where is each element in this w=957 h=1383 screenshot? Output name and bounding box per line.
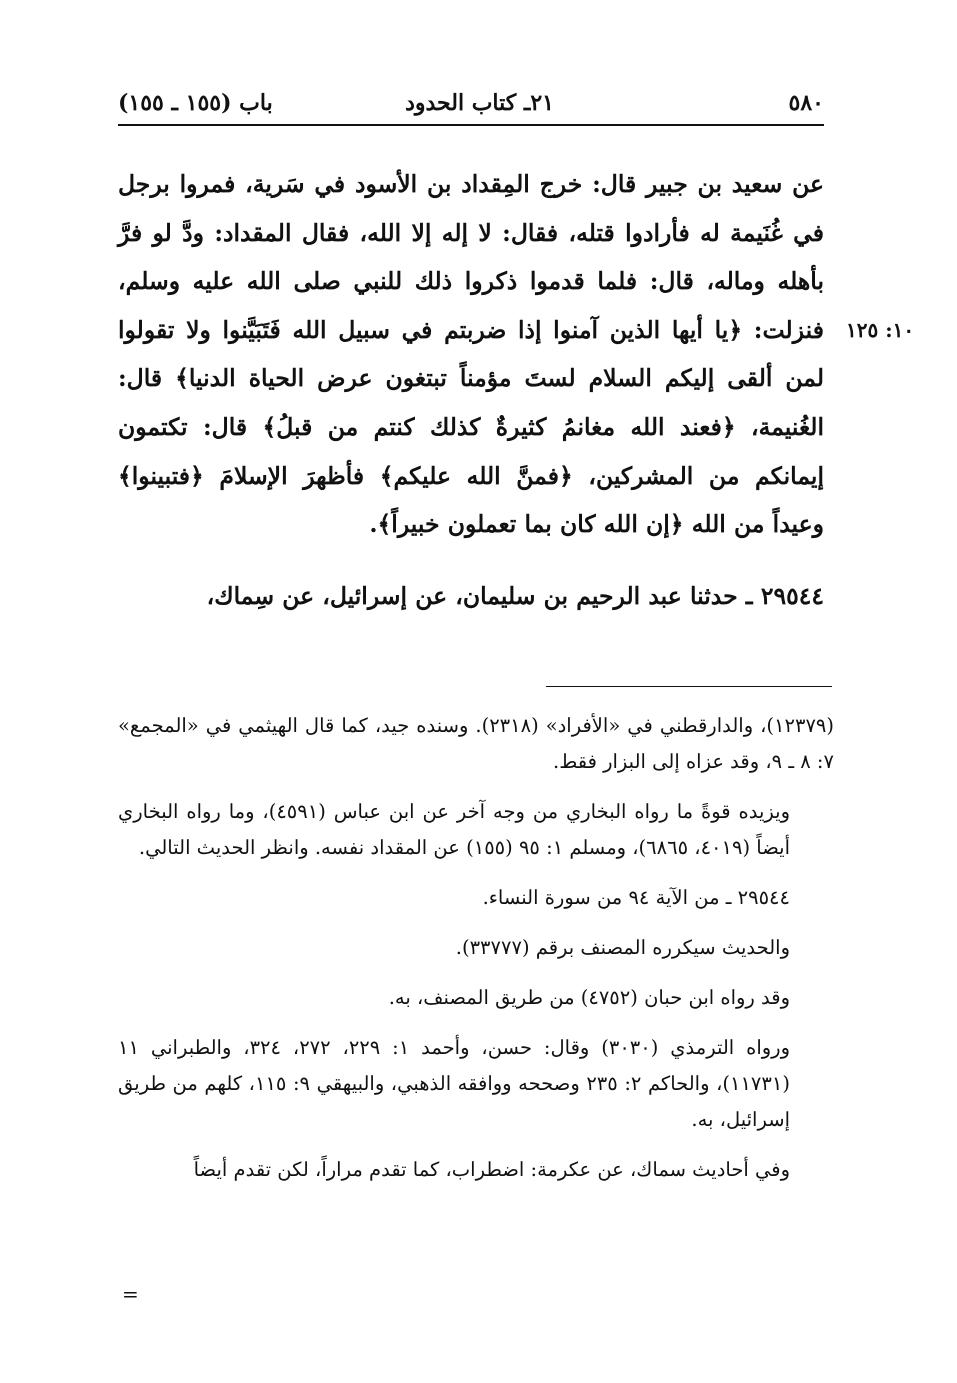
footnote-paragraph: (١٢٣٧٩)، والدارقطني في «الأفراد» (٢٣١٨). وسنده جيد، كما قال الهيثمي في «المجمع» ٧: ٨ ـ ٩، وقد عزاه إلى البزار فقط.	[118, 714, 835, 773]
hadith-chain: ٢٩٥٤٤ ـ حدثنا عبد الرحيم بن سليمان، عن إسرائيل، عن سِماك،	[206, 581, 824, 610]
running-header	[118, 86, 824, 120]
footnote-paragraph: ويزيده قوةً ما رواه البخاري من وجه آخر عن ابن عباس (٤٥٩١)، وما رواه البخاري أيضاً (٤٠١٩، ٦٨٦٥)، ومسلم ١: ٩٥ (١٥٥) عن المقداد نفسه. وانظر الحديث التالي.	[118, 800, 790, 859]
margin-reference: ١٠: ١٢٥	[846, 318, 915, 342]
hadith-text: عن سعيد بن جبير قال: خرج المِقداد بن الأسود في سَرية، فمروا برجل في غُنَيمة له فأرادوا قتله، فقال: لا إله إلا الله، فقال المقداد: ودَّ لو فرَّ بأهله وماله، قال: فلما قدموا ذكروا ذلك للنبي صلى الله عليه وسلم، فنزلت: ﴿يا أيها الذين آمنوا إذا ضربتم في سبيل الله فَتَبَيَّنوا ولا تقولوا لمن ألقى إليكم السلام لستَ مؤمناً تبتغون عرض الحياة الدنيا﴾ قال: الغُنيمة، ﴿فعند الله مغانمُ كثيرةٌ كذلك كنتم من قبلُ﴾ قال: تكتمون إيمانكم من المشركين، ﴿فمنَّ الله عليكم﴾ فأظهرَ الإسلامَ ﴿فتبينوا﴾ وعيداً من الله ﴿إن الله كان بما تعملون خبيراً﴾.	[118, 170, 824, 539]
footnote-paragraph: وفي أحاديث سماك، عن عكرمة: اضطراب، كما تقدم مراراً، لكن تقدم أيضاً	[193, 1158, 790, 1181]
footnote-paragraph: والحديث سيكرره المصنف برقم (٣٣٧٧٧).	[455, 936, 790, 959]
footnote-paragraph: ورواه الترمذي (٣٠٣٠) وقال: حسن، وأحمد ١: ٢٢٩، ٢٧٢، ٣٢٤، والطبراني ١١ (١١٧٣١)، والحاكم ٢: ٢٣٥ وصححه ووافقه الذهبي، والبيهقي ٩: ١١٥، كلهم من طريق إسرائيل، به.	[118, 1036, 790, 1131]
continuation-mark: =	[122, 1282, 139, 1306]
footnote-paragraph: ٢٩٥٤٤ ـ من الآية ٩٤ من سورة النساء.	[482, 886, 790, 909]
main-text	[118, 160, 824, 620]
header-divider	[118, 124, 824, 126]
footnote-divider	[546, 686, 832, 687]
page-number: ٥٨٠	[788, 90, 824, 116]
footnotes	[118, 708, 834, 1202]
book-title: ٢١ـ كتاب الحدود	[405, 90, 554, 116]
footnote-paragraph: وقد رواه ابن حبان (٤٧٥٢) من طريق المصنف، به.	[388, 986, 790, 1009]
chapter-title: باب (١٥٥ ـ ١٥٥)	[118, 90, 273, 116]
